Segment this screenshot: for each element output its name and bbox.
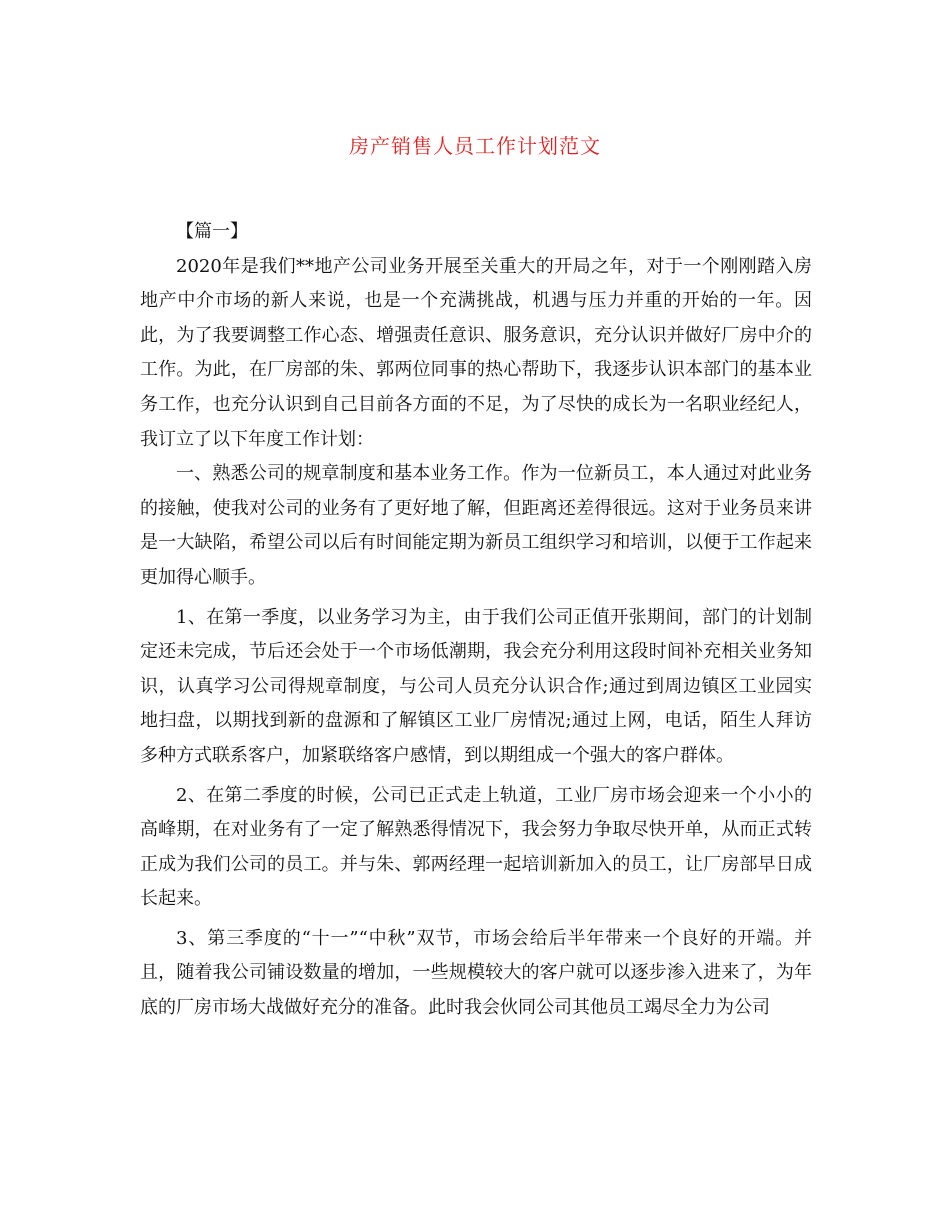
document-title: 房产销售人员工作计划范文 xyxy=(349,134,601,158)
paragraph-item-one: 一、熟悉公司的规章制度和基本业务工作。作为一位新员工，本人通过对此业务的接触，使我对公司的业务有了更好地了解，但距离还差得很远。这对于业务员来讲是一大缺陷，希望公司以后有时间能定期为新员工组织学习和培训，以便于工作起来更加得心顺手。 xyxy=(140,463,812,588)
paragraph-q2: 2、在第二季度的时候，公司已正式走上轨道，工业厂房市场会迎来一个小小的高峰期，在对业务有了一定了解熟悉得情况下，我会努力争取尽快开单，从而正式转正成为我们公司的员工。并与朱、郭两经理一起培训新加入的员工，让厂房部早日成长起来。 xyxy=(140,784,812,910)
paragraph-q1: 1、在第一季度，以业务学习为主，由于我们公司正值开张期间，部门的计划制定还未完成，节后还会处于一个市场低潮期，我会充分利用这段时间补充相关业务知识，认真学习公司得规章制度，与公司人员充分认识合作;通过到周边镇区工业园实地扫盘，以期找到新的盘源和了解镇区工业厂房情况;通过上网，电话，陌生人拜访多种方式联系客户，加紧联络客户感情，到以期组成一个强大的客户群体。 xyxy=(140,606,812,766)
paragraph-q3: 3、第三季度的“十一”“中秋”双节，市场会给后半年带来一个良好的开端。并且，随着我公司铺设数量的增加，一些规模较大的客户就可以逐步渗入进来了，为年底的厂房市场大战做好充分的准备。此时我会伙同公司其他员工竭尽全力为公司 xyxy=(140,927,812,1019)
document-body xyxy=(140,215,812,1026)
paragraph-intro: 2020年是我们**地产公司业务开展至关重大的开局之年，对于一个刚刚踏入房地产中介市场的新人来说，也是一个充满挑战，机遇与压力并重的开始的一年。因此，为了我要调整工作心态、增强责任意识、服务意识，充分认识并做好厂房中介的工作。为此，在厂房部的朱、郭两位同事的热心帮助下，我逐步认识本部门的基本业务工作，也充分认识到自己目前各方面的不足，为了尽快的成长为一名职业经纪人，我订立了以下年度工作计划： xyxy=(140,255,812,450)
section-label: 【篇一】 xyxy=(176,221,248,242)
